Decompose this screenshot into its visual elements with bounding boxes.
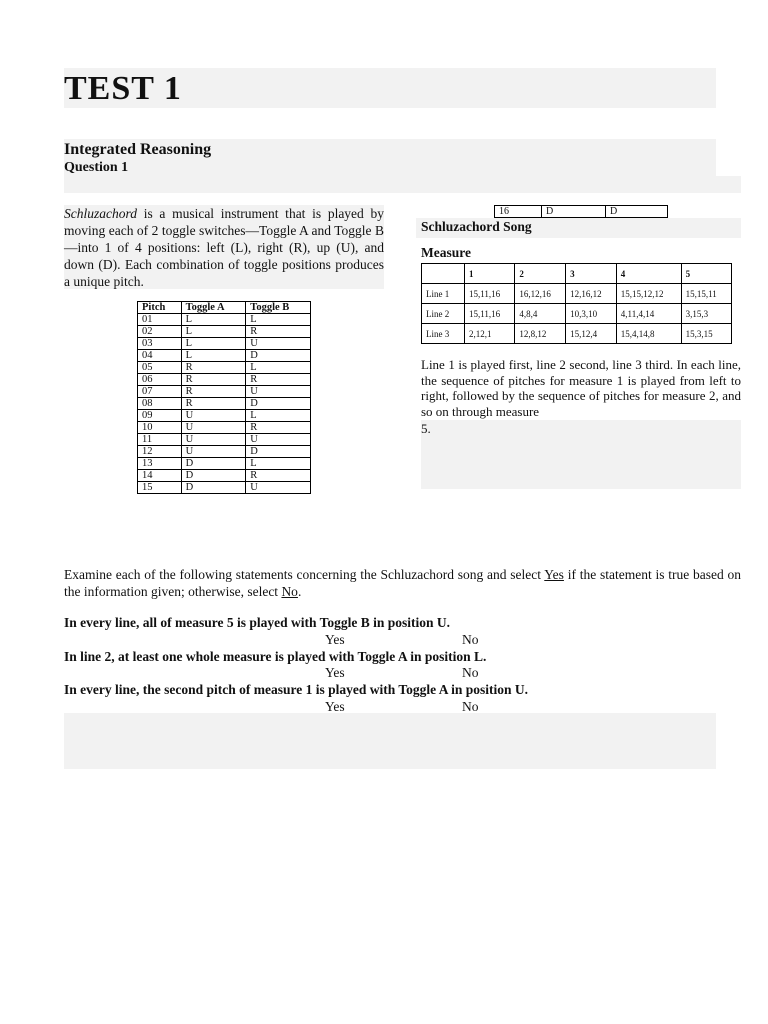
instructions-text: Examine each of the following statements concerning the Schluzachord song and select — [64, 567, 545, 582]
table-cell: D — [181, 470, 246, 482]
page-title: TEST 1 — [64, 70, 182, 107]
table-row — [138, 326, 311, 338]
song-note: Line 1 is played first, line 2 second, line 3 third. In each line, the sequence of pitches for measure 1 is played from left to right, followed by the sequence of pitches for measure 2, and so on through measure — [421, 357, 741, 419]
table-cell: Line 3 — [422, 324, 465, 344]
song-title: Schluzachord Song — [421, 219, 532, 234]
table-cell: L — [181, 338, 246, 350]
section-band-extension — [64, 176, 741, 193]
question-label: Question 1 — [64, 160, 129, 175]
table-cell: D — [181, 458, 246, 470]
table-cell: 12,16,12 — [566, 284, 617, 304]
instructions — [64, 566, 741, 600]
table-cell: L — [181, 350, 246, 362]
table-cell: 09 — [138, 410, 182, 422]
table-cell: U — [246, 386, 311, 398]
table-cell: L — [246, 314, 311, 326]
yes-underlined: Yes — [544, 567, 564, 582]
statement-2-no-option[interactable]: No — [462, 665, 479, 680]
header-cell: Toggle B — [246, 302, 311, 314]
header-cell: Pitch — [138, 302, 182, 314]
instructions-text: . — [297, 584, 302, 599]
header-cell: 4 — [616, 264, 681, 284]
table-row — [138, 350, 311, 362]
table-cell: D — [542, 206, 606, 218]
table-cell: Line 2 — [422, 304, 465, 324]
table-cell: 15,15,11 — [681, 284, 731, 304]
table-row — [422, 284, 732, 304]
table-cell: 15,12,4 — [566, 324, 617, 344]
song-table — [421, 263, 732, 344]
table-cell: L — [246, 458, 311, 470]
table-cell: U — [246, 338, 311, 350]
table-cell: R — [246, 374, 311, 386]
table-cell: U — [181, 410, 246, 422]
table-cell: 07 — [138, 386, 182, 398]
statement-2: In line 2, at least one whole measure is played with Toggle A in position L. — [64, 649, 487, 664]
table-cell: U — [246, 434, 311, 446]
song-note-end: 5. — [421, 421, 431, 436]
table-cell: 16 — [495, 206, 542, 218]
section-heading: Integrated Reasoning — [64, 141, 212, 158]
table-cell: D — [181, 482, 246, 494]
header-cell: 3 — [566, 264, 617, 284]
table-row — [138, 434, 311, 446]
table-cell: R — [246, 470, 311, 482]
statement-1-yes-option[interactable]: Yes — [325, 632, 345, 647]
table-cell: U — [246, 482, 311, 494]
table-cell: 15,4,14,8 — [616, 324, 681, 344]
statement-1-no-option[interactable]: No — [462, 632, 479, 647]
header-cell: 1 — [465, 264, 515, 284]
table-cell: D — [606, 206, 668, 218]
table-cell: 15 — [138, 482, 182, 494]
table-row — [138, 362, 311, 374]
table-cell: 05 — [138, 362, 182, 374]
header-cell: Toggle A — [181, 302, 246, 314]
table-cell: 10,3,10 — [566, 304, 617, 324]
table-cell: D — [246, 398, 311, 410]
table-row — [422, 304, 732, 324]
pitch-table — [137, 301, 311, 494]
table-cell: 10 — [138, 422, 182, 434]
table-row — [138, 338, 311, 350]
table-cell: L — [246, 362, 311, 374]
table-cell: 14 — [138, 470, 182, 482]
table-cell: U — [181, 422, 246, 434]
statement-2-yes-option[interactable]: Yes — [325, 665, 345, 680]
table-cell: 02 — [138, 326, 182, 338]
table-cell: 4,11,4,14 — [616, 304, 681, 324]
table-row — [138, 458, 311, 470]
table-row — [138, 446, 311, 458]
table-cell: 01 — [138, 314, 182, 326]
table-row — [138, 398, 311, 410]
statement-3: In every line, the second pitch of measure 1 is played with Toggle A in position U. — [64, 682, 529, 697]
table-cell: L — [181, 314, 246, 326]
table-row — [138, 422, 311, 434]
table-cell: L — [246, 410, 311, 422]
statement-3-yes-option[interactable]: Yes — [325, 699, 345, 714]
statement-3-no-option[interactable]: No — [462, 699, 479, 714]
table-row — [138, 410, 311, 422]
table-cell: R — [181, 374, 246, 386]
table-cell: 03 — [138, 338, 182, 350]
table-cell: 06 — [138, 374, 182, 386]
table-cell: 16,12,16 — [515, 284, 566, 304]
note-band — [421, 420, 741, 489]
table-cell: L — [181, 326, 246, 338]
table-cell: 2,12,1 — [465, 324, 515, 344]
table-cell: 04 — [138, 350, 182, 362]
instructions-text: if the statement is true based on the information given; otherwise, select — [64, 567, 741, 599]
header-cell — [422, 264, 465, 284]
table-cell: 3,15,3 — [681, 304, 731, 324]
table-cell: 13 — [138, 458, 182, 470]
no-underlined: No — [281, 584, 298, 599]
table-cell: 12,8,12 — [515, 324, 566, 344]
table-row — [138, 482, 311, 494]
header-cell: 2 — [515, 264, 566, 284]
table-cell: Line 1 — [422, 284, 465, 304]
table-cell: D — [246, 350, 311, 362]
bottom-band — [64, 713, 716, 769]
table-row — [138, 470, 311, 482]
table-row — [138, 314, 311, 326]
table-row — [138, 386, 311, 398]
measure-label: Measure — [421, 245, 471, 260]
table-cell: 15,15,12,12 — [616, 284, 681, 304]
table-cell: 11 — [138, 434, 182, 446]
table-cell: R — [181, 362, 246, 374]
statement-1: In every line, all of measure 5 is played with Toggle B in position U. — [64, 615, 451, 630]
table-cell: 4,8,4 — [515, 304, 566, 324]
pitch-table-header — [138, 302, 311, 314]
table-cell: R — [246, 422, 311, 434]
table-cell: U — [181, 446, 246, 458]
table-cell: 08 — [138, 398, 182, 410]
table-cell: 15,11,16 — [465, 284, 515, 304]
intro-text: is a musical instrument that is played by moving each of 2 toggle switches—Toggle A and Toggle B—into 1 of 4 positions: left (L), right (R), up (U), and down (D). Each combination of toggle positions produces a unique pitch. — [64, 206, 384, 289]
table-cell: D — [246, 446, 311, 458]
intro-paragraph — [64, 205, 384, 290]
table-cell: 15,11,16 — [465, 304, 515, 324]
table-row — [422, 324, 732, 344]
instrument-name: Schluzachord — [64, 206, 137, 221]
table-cell: 12 — [138, 446, 182, 458]
table-cell: R — [246, 326, 311, 338]
table-row — [138, 374, 311, 386]
table-cell: R — [181, 398, 246, 410]
table-cell: 15,3,15 — [681, 324, 731, 344]
header-cell: 5 — [681, 264, 731, 284]
table-cell: U — [181, 434, 246, 446]
table-cell: R — [181, 386, 246, 398]
pitch-table-overflow-row — [494, 205, 668, 218]
song-table-header — [422, 264, 732, 284]
